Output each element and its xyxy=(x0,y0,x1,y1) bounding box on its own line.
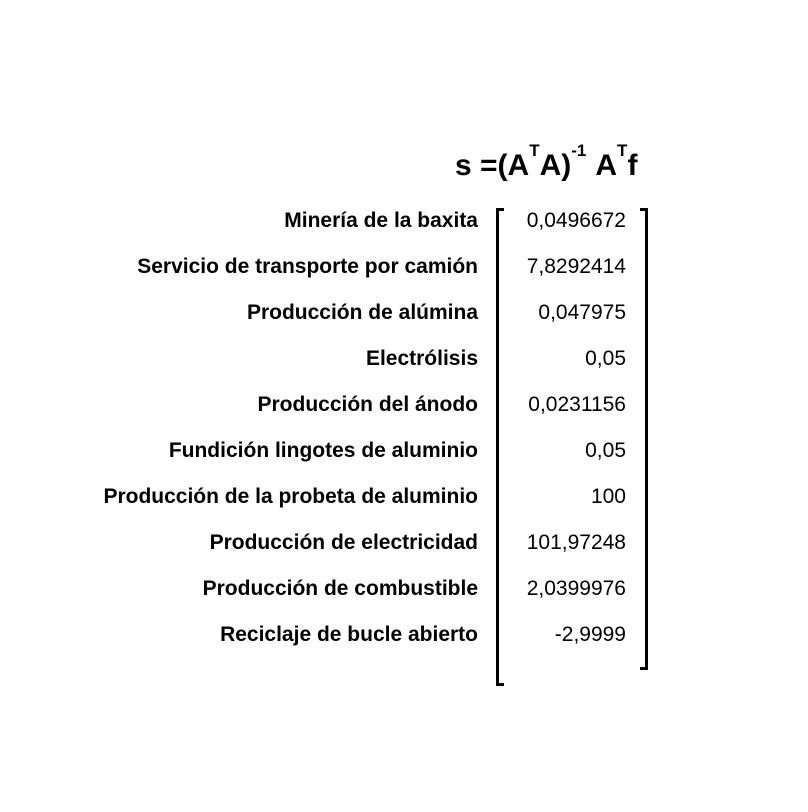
row-label: Fundición lingotes de aluminio xyxy=(168,439,478,462)
row-label: Electrólisis xyxy=(365,347,478,370)
vector-value: 0,047975 xyxy=(538,301,626,324)
vector-value: 100 xyxy=(590,485,626,508)
matrix-right-bracket xyxy=(640,208,648,670)
vector-value: 0,05 xyxy=(585,347,626,370)
vector-value: 101,97248 xyxy=(526,531,626,554)
formula-mid: A) xyxy=(539,149,572,182)
formula-lhs: s =(A xyxy=(455,149,530,182)
row-label: Producción de la probeta de aluminio xyxy=(103,485,478,508)
row-label: Producción de electricidad xyxy=(209,531,478,554)
vector-value: 2,0399976 xyxy=(526,577,626,600)
formula-a: A xyxy=(595,149,618,182)
formula-f: f xyxy=(627,149,638,182)
row-label: Servicio de transporte por camión xyxy=(137,255,478,278)
row-label: Producción de alúmina xyxy=(246,301,478,324)
vector-value: 0,0231156 xyxy=(528,393,626,416)
vector-value: -2,9999 xyxy=(554,623,626,646)
row-label: Minería de la baxita xyxy=(284,209,478,232)
vector-values xyxy=(503,198,626,658)
vector-value: 7,8292414 xyxy=(526,255,626,278)
formula-heading xyxy=(455,141,638,186)
vector-value: 0,0496672 xyxy=(526,209,626,232)
vector-value: 0,05 xyxy=(585,439,626,462)
transpose-superscript-2: T xyxy=(617,141,628,160)
row-label: Producción del ánodo xyxy=(257,393,478,416)
row-labels xyxy=(103,198,478,658)
row-label: Reciclaje de bucle abierto xyxy=(220,623,478,646)
row-label: Producción de combustible xyxy=(202,577,478,600)
transpose-superscript: T xyxy=(529,141,540,160)
inverse-superscript: -1 xyxy=(571,141,587,160)
